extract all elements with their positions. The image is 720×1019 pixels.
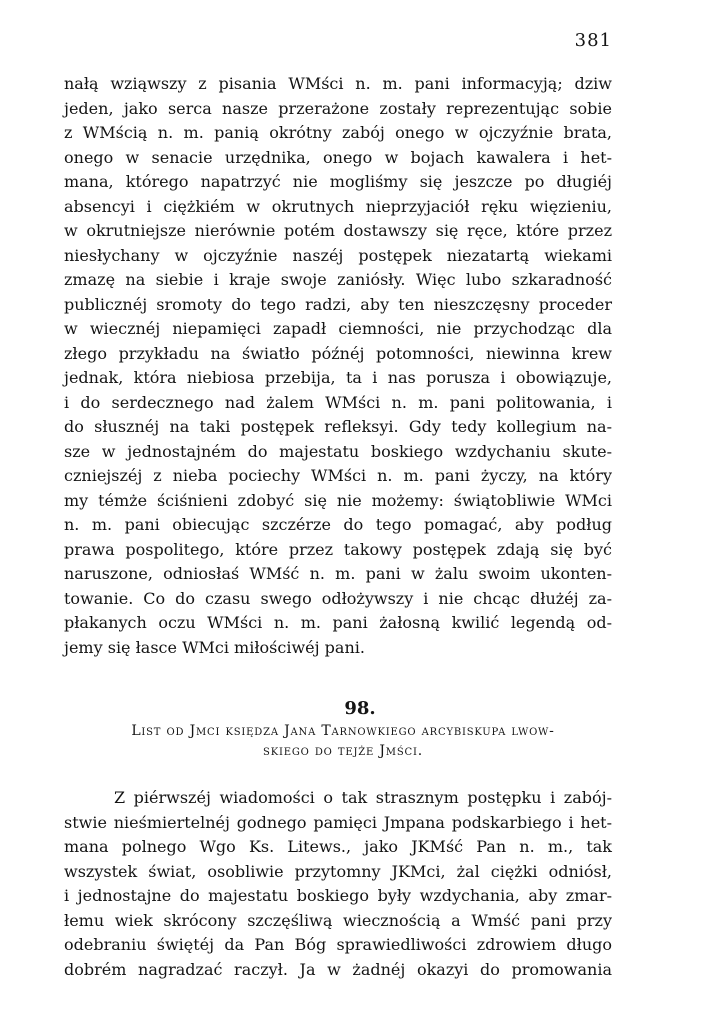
text-line: nałą wziąwszy z pisania WMści n. m. pani informacyją; dziw	[64, 74, 612, 93]
heading-line: skiego do tejże Jmści.	[263, 743, 423, 759]
text-line: mana polnego Wgo Ks. Litews., jako JKMść Pan n. m., tak	[64, 837, 612, 856]
section-number: 98.	[344, 698, 376, 719]
bottom-paragraph	[64, 786, 612, 982]
text-line: do słusznéj na taki postępek refleksyi. Gdy tedy kollegium na-	[64, 417, 612, 436]
text-line: towanie. Co do czasu swego odłożywszy i nie chcąc dłużéj za-	[64, 588, 612, 608]
page-number: 381	[574, 30, 612, 51]
text-line: publicznéj sromoty do tego radzi, aby ten nieszczęsny proceder	[64, 294, 612, 314]
text-line: czniejszéj z nieba pociechy WMści n. m. pani życzy, na który	[64, 466, 612, 485]
text-line: stwie nieśmiertelnéj godnego pamięci Jmpana podskarbiego i het-	[64, 812, 612, 832]
text-line: Z piérwszéj wiadomości o tak strasznym postępku i zabój-	[114, 788, 612, 807]
text-line: mana, którego napatrzyć nie mogliśmy się jeszcze po długiéj	[64, 172, 612, 191]
text-line: wszystek świat, osobliwie przytomny JKMci, żal ciężki odniósł,	[64, 861, 612, 881]
text-line: prawa pospolitego, które przez takowy postępek zdają się być	[64, 539, 612, 559]
letter-heading	[74, 721, 612, 761]
text-line: jednak, która niebiosa przebija, ta i nas porusza i obowiązuje,	[64, 368, 612, 387]
text-line: dobrém nagradzać raczył. Ja w żadnéj okazyi do promowania	[64, 959, 612, 979]
text-line: sze w jednostajném do majestatu boskiego wzdychaniu skute-	[64, 441, 612, 461]
text-line: z WMścią n. m. panią okrótny zabój onego w ojczyźnie brata,	[64, 123, 612, 142]
text-line: i do serdecznego nad żalem WMści n. m. pani politowania, i	[64, 392, 612, 412]
text-line: w wiecznéj niepamięci zapadł ciemności, nie przychodząc dla	[64, 319, 612, 338]
text-line: płakanych oczu WMści n. m. pani żałosną kwilić legendą od-	[64, 613, 612, 632]
text-line: onego w senacie urzędnika, onego w bojach kawalera i het-	[64, 147, 612, 167]
top-paragraph	[64, 72, 612, 660]
text-line: my témże ściśnieni zdobyć się nie możemy: świątobliwie WMci	[64, 490, 612, 510]
text-line: jemy się łasce WMci miłościwéj pani.	[64, 637, 365, 657]
text-line: naruszone, odniosłaś WMść n. m. pani w żalu swoim ukonten-	[64, 564, 612, 583]
text-line: w okrutniejsze nierównie potém dostawszy się ręce, które przez	[64, 221, 612, 240]
text-line: złego przykładu na światło późnéj potomności, niewinna krew	[64, 343, 612, 363]
text-line: niesłychany w ojczyźnie naszéj postępek niezatartą wiekami	[64, 245, 612, 265]
text-line: i jednostajne do majestatu boskiego były wzdychania, aby zmar-	[64, 886, 612, 905]
text-line: n. m. pani obiecując szczérze do tego pomagać, aby podług	[64, 515, 612, 534]
text-line: jeden, jako serca nasze przerażone zostały reprezentując sobie	[64, 98, 612, 118]
heading-line: List od Jmci księdza Jana Tarnowkiego arcybiskupa lwow-	[131, 723, 555, 739]
text-line: zmazę na siebie i kraje swoje zaniósły. Więc lubo szkaradność	[64, 270, 612, 289]
text-line: odebraniu świętéj da Pan Bóg sprawiedliwości zdrowiem długo	[64, 935, 612, 954]
text-line: łemu wiek skrócony szczęśliwą wiecznością a Wmść pani przy	[64, 910, 612, 930]
text-line: absencyi i ciężkiém w okrutnych nieprzyjaciół ręku więzieniu,	[64, 196, 612, 216]
